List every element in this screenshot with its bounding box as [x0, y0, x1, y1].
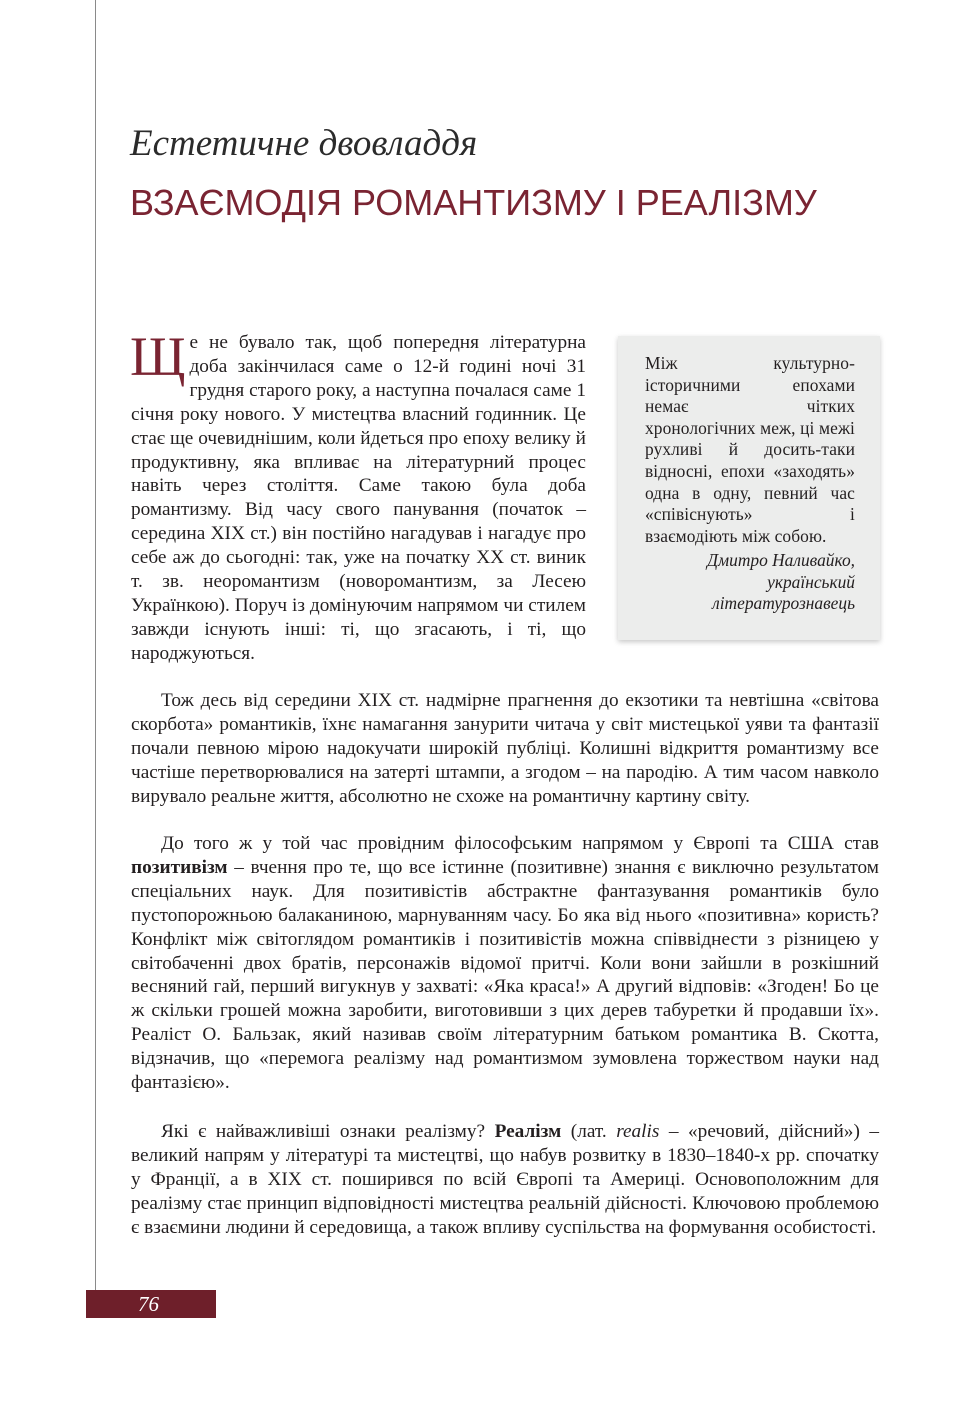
p3-rest: – вчення про те, що все істинне (позитивне) знання є виключно результатом спеціальних наук. Для позитивістів абстрактне фантазування романтиків було пустопорожньою балаканиною, марнуванням часу. Бо яка від нього «позитивна» користь? Конфлікт між світоглядом романтиків і позитивістів можна співвіднести з різницею у світобаченні двох братів, персонажів відомої притчі. Коли вони зайшли в розкішний весняний гай, перший вигукнув у захваті: «Яка краса!» А другий відповів: «Згоден! Бо це ж скільки грошей можна заробити, виготовивши з цих дерев табуретки й продавши їх». Реаліст О. Бальзак, який називав своїм літературним батьком романтика В. Скотта, відзначив, що «перемога реалізму над романтизмом зумовлена торжеством науки над фантазією». [131, 856, 879, 1094]
p4-mid: (лат. [561, 1121, 617, 1142]
paragraph-intro [130, 326, 586, 666]
quote-author-role-line1: український [767, 571, 855, 592]
quote-text: Між культурно-історичними епохами немає чітких хронологічних меж, ці межі рухливі й досить-таки відносні, епохи «заходять» одна в одну, певний час «співіснують» і взаємодіють між собою. [645, 353, 855, 546]
paragraph-realism [131, 1120, 879, 1240]
drop-cap: Щ [130, 326, 186, 387]
quote-attribution [645, 550, 855, 615]
paragraph-positivism [131, 832, 879, 1095]
quote-author-role-line2: літературознавець [712, 593, 855, 614]
quote-card-wavy-edge [618, 624, 880, 644]
paragraph-romanticism-decline: Тож десь від середини XIX ст. надмірне прагнення до екзотики та невтішна «світова скорбота» романтиків, їхнє намагання занурити читача у світ мистецької уяви та фантазії почали певною мірою надокучати широкій публіці. Колишні відкриття романтизму все частіше перетворювалися на затерті штампи, а згодом – на пародію. А тим часом навколо вирувало реальне життя, абсолютно не схоже на романтичну картину світу. [131, 690, 879, 807]
paragraph-intro-text: е не бувало так, щоб попередня літературна доба закінчилася саме о 12-й годині ночі 31 грудня старого року, а наступна почалася саме 1 січня року нового. У мистецтва власний годинник. Це стає ще очевиднішим, коли йдеться про епоху велику й продуктивну, яка впливає на літературний процес навіть через століття. Саме такою була доба романтизму. Від часу свого панування (початок – середина XIX ст.) він постійно нагадував і нагадує про себе аж до сьогодні: так, уже на початку XX ст. виник т. зв. неоромантизм (новоромантизм, за Лесею Українкою). Поруч із домінуючим напрямом чи стилем завжди існують інші: ті, що згасають, і ті, що народжуються. [131, 332, 586, 664]
p3-lead: До того ж у той час провідним філософським напрямом у Європі та США став [161, 833, 879, 854]
page-title: ВЗАЄМОДІЯ РОМАНТИЗМУ І РЕАЛІЗМУ [130, 182, 817, 223]
quote-author: Дмитро Наливайко, [706, 550, 855, 570]
p4-rest: – «речовий, дійсний») – великий напрям у літературі та мистецтві, що набув розвитку в 1830–1840-х рр. спочатку у Франції, а в XIX ст. поширився по всій Європі та Америці. Основоположним для реалізму стає принцип відповідності мистецтва реальній дійсності. Ключовою проблемою є взаємини людини й середовища, а також впливу суспільства на формування особистості. [131, 1121, 879, 1238]
page-number: 76 [138, 1292, 159, 1316]
term-positivism: позитивізм [131, 856, 228, 878]
latin-term: realis [616, 1121, 660, 1142]
term-realism: Реалізм [494, 1121, 562, 1142]
section-subtitle: Естетичне двовладдя [130, 123, 478, 164]
margin-rule [95, 0, 96, 1305]
p4-lead: Які є найважливіші ознаки реалізму? [161, 1121, 495, 1142]
